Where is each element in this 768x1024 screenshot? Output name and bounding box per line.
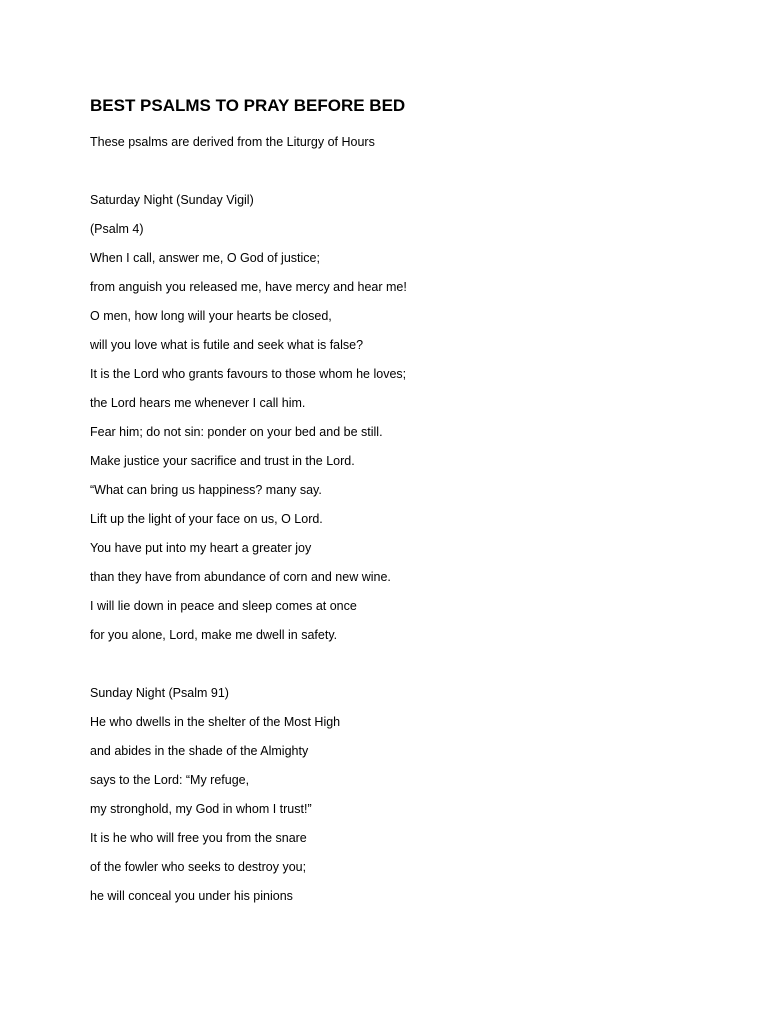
verse-line: than they have from abundance of corn and new wine. bbox=[90, 570, 391, 584]
verse-line: He who dwells in the shelter of the Most High bbox=[90, 715, 341, 729]
document-title: BEST PSALMS TO PRAY BEFORE BED bbox=[90, 96, 406, 115]
verse-line: the Lord hears me whenever I call him. bbox=[90, 396, 306, 410]
verse-line: says to the Lord: “My refuge, bbox=[90, 773, 250, 787]
verse-line: Make justice your sacrifice and trust in the Lord. bbox=[90, 454, 355, 468]
spacer bbox=[90, 650, 730, 679]
verse-line: “What can bring us happiness? many say. bbox=[90, 483, 322, 497]
verse-line: O men, how long will your hearts be closed, bbox=[90, 309, 332, 323]
verse-line: You have put into my heart a greater joy bbox=[90, 541, 312, 555]
section-sunday-night bbox=[90, 679, 730, 911]
verse-line: Fear him; do not sin: ponder on your bed and be still. bbox=[90, 425, 383, 439]
verse-line: my stronghold, my God in whom I trust!” bbox=[90, 802, 312, 816]
verse-line: Lift up the light of your face on us, O Lord. bbox=[90, 512, 323, 526]
verse-line: of the fowler who seeks to destroy you; bbox=[90, 860, 307, 874]
verse-line: will you love what is futile and seek what is false? bbox=[90, 338, 364, 352]
section-heading: Sunday Night (Psalm 91) bbox=[90, 686, 229, 700]
section-saturday-night bbox=[90, 186, 730, 650]
verse-line: When I call, answer me, O God of justice; bbox=[90, 251, 320, 265]
verse-line: I will lie down in peace and sleep comes at once bbox=[90, 599, 357, 613]
document-page bbox=[90, 95, 730, 911]
verse-line: for you alone, Lord, make me dwell in safety. bbox=[90, 628, 338, 642]
section-heading: Saturday Night (Sunday Vigil) bbox=[90, 193, 254, 207]
verse-line: and abides in the shade of the Almighty bbox=[90, 744, 309, 758]
document-intro: These psalms are derived from the Liturgy of Hours bbox=[90, 135, 375, 149]
spacer bbox=[90, 157, 730, 186]
verse-line: from anguish you released me, have mercy and hear me! bbox=[90, 280, 407, 294]
section-subheading: (Psalm 4) bbox=[90, 222, 144, 236]
verse-line: It is he who will free you from the snare bbox=[90, 831, 307, 845]
verse-line: he will conceal you under his pinions bbox=[90, 889, 293, 903]
verse-line: It is the Lord who grants favours to those whom he loves; bbox=[90, 367, 407, 381]
